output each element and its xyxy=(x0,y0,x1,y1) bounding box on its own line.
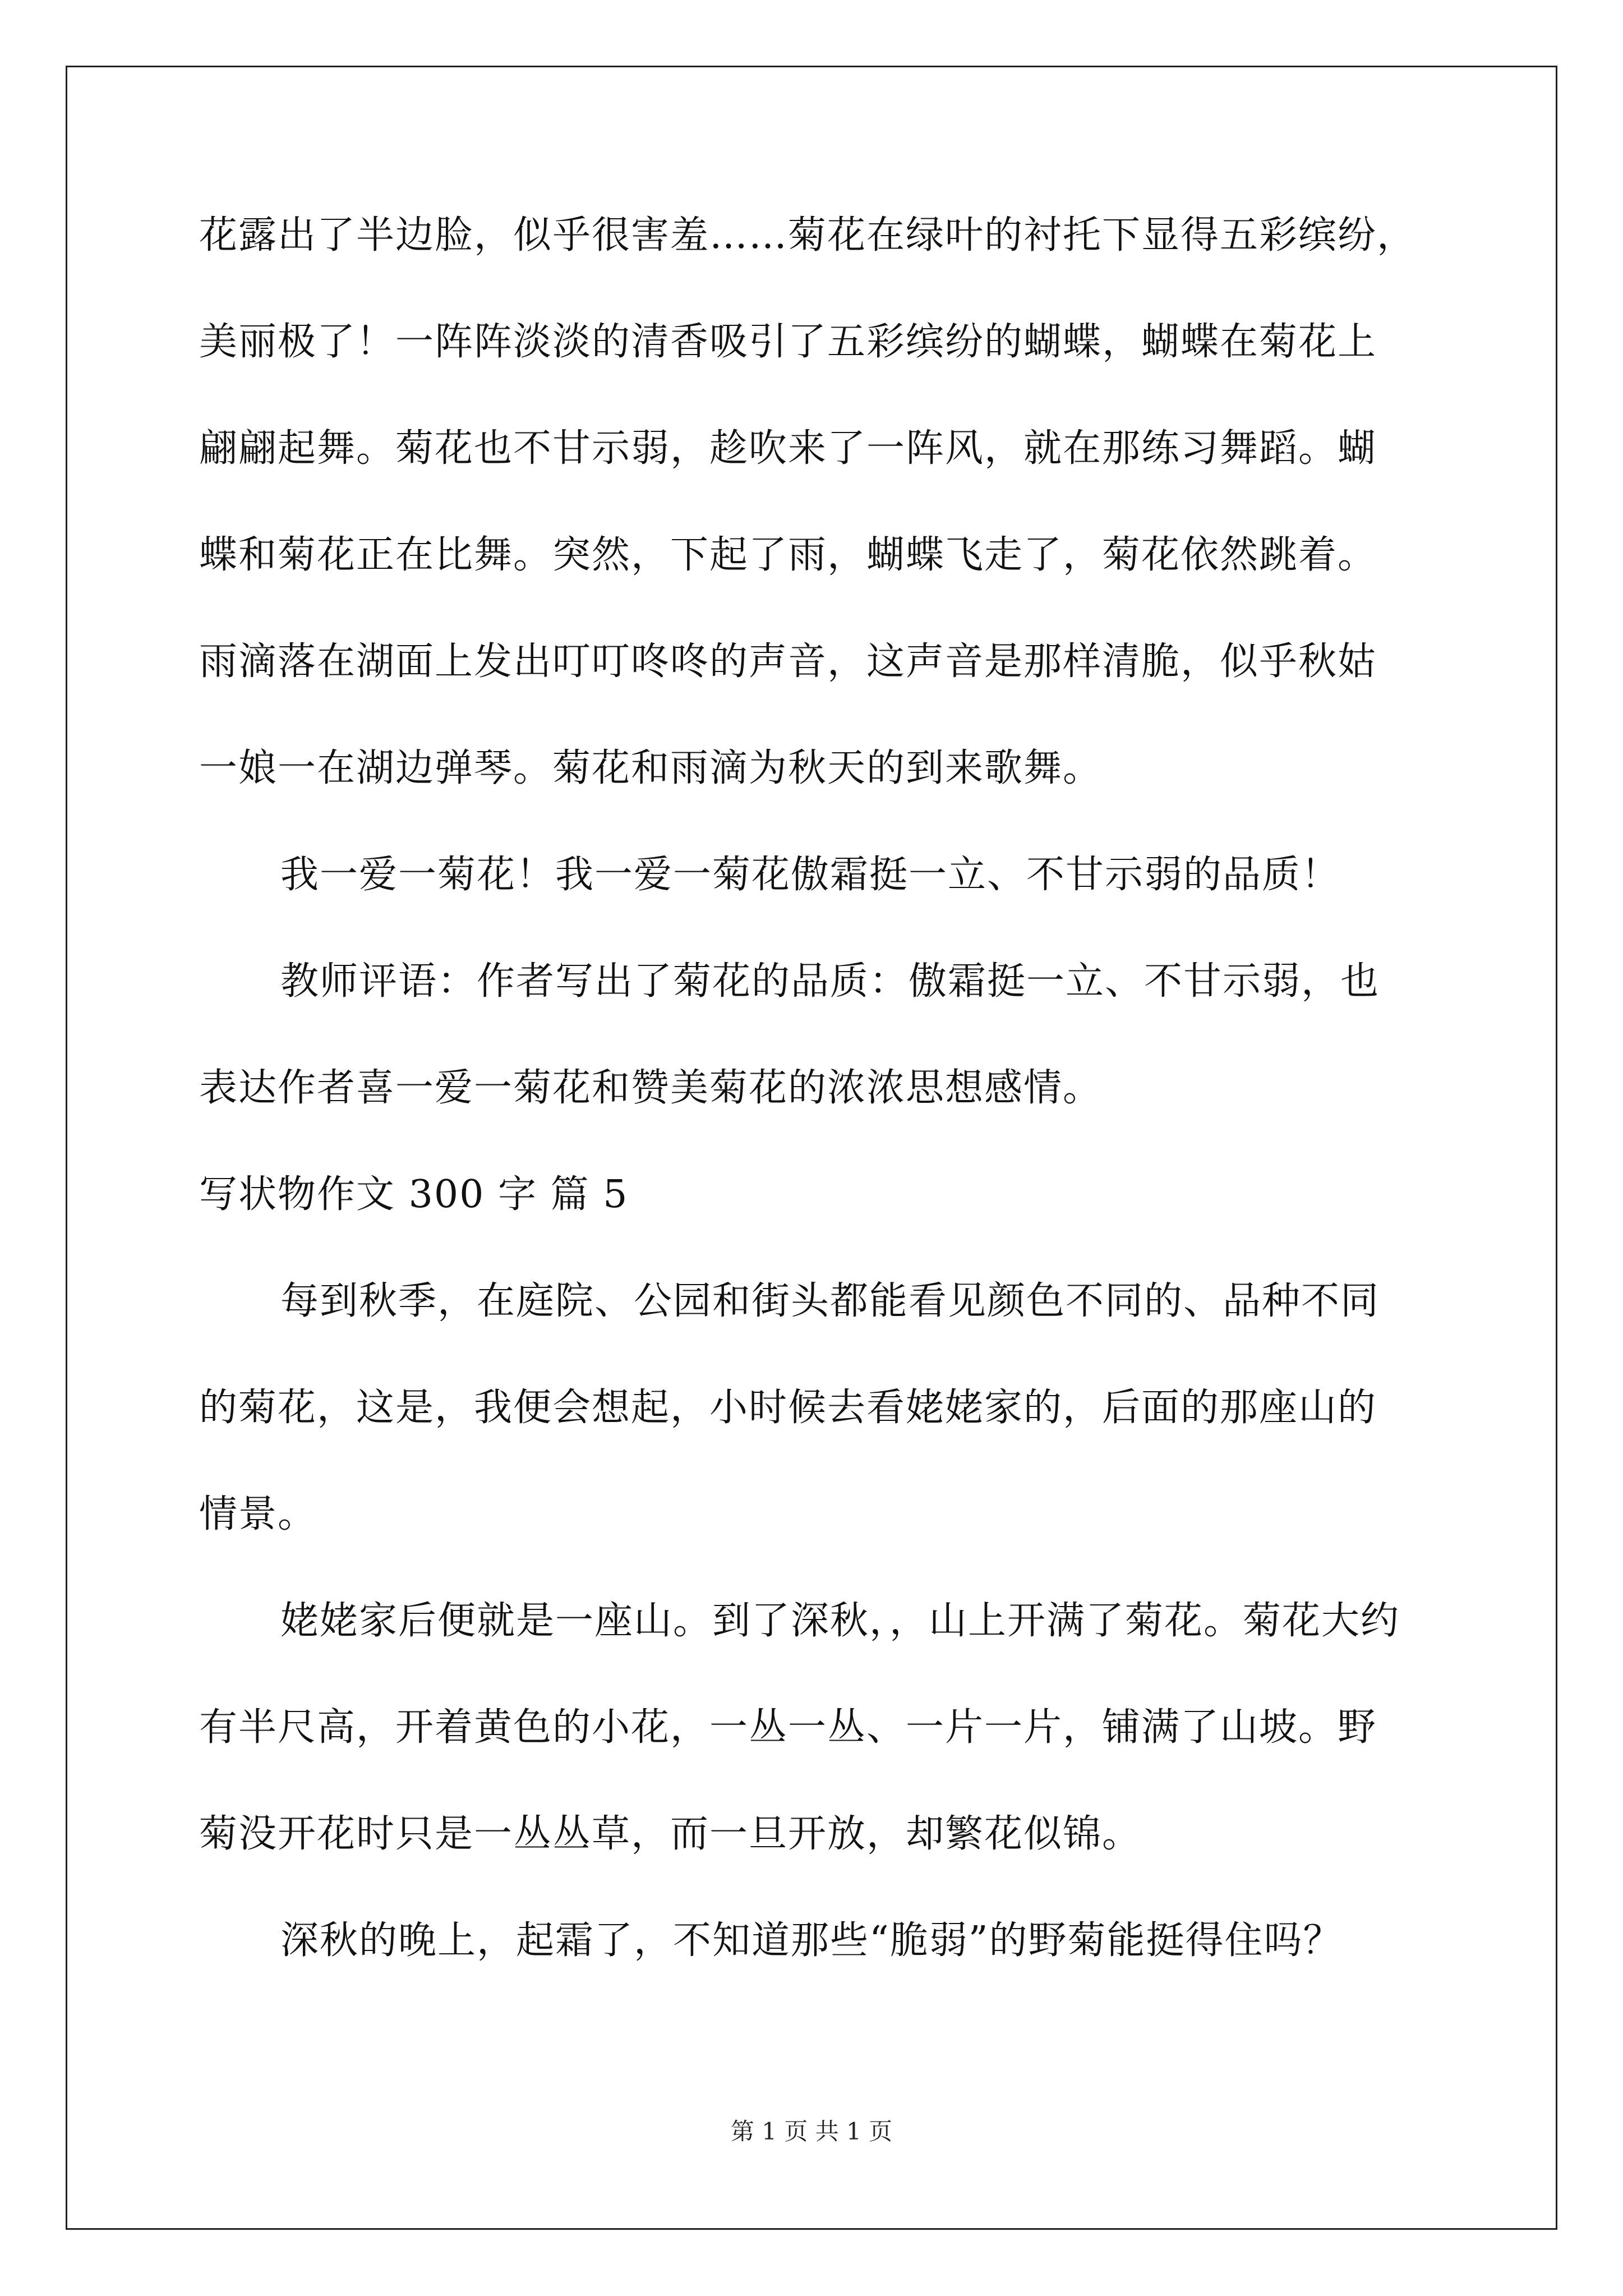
paragraph-start: 教师评语：作者写出了菊花的品质：傲霜挺一立、不甘示弱，也 xyxy=(280,959,1380,1004)
page-frame xyxy=(66,66,1557,2230)
paragraph-start: 深秋的晚上，起霜了，不知道那些“脆弱”的野菊能挺得住吗？ xyxy=(280,1918,1343,1963)
page-number-footer: 第 1 页 共 1 页 xyxy=(730,2118,893,2145)
text-line: 表达作者喜一爱一菊花和赞美菊花的浓浓思想感情。 xyxy=(199,1066,1103,1110)
paragraph-start: 我一爱一菊花！我一爱一菊花傲霜挺一立、不甘示弱的品质！ xyxy=(280,853,1341,897)
paragraph-start: 每到秋季，在庭院、公园和街头都能看见颜色不同的、品种不同 xyxy=(280,1279,1380,1323)
text-line: 花露出了半边脸，似乎很害羞……菊花在绿叶的衬托下显得五彩缤纷， xyxy=(199,213,1417,257)
text-line: 菊没开花时只是一丛丛草，而一旦开放，却繁花似锦。 xyxy=(199,1812,1142,1856)
section-heading: 写状物作文 300 字 篇 5 xyxy=(199,1172,629,1217)
text-line: 情景。 xyxy=(199,1492,317,1536)
text-line: 的菊花，这是，我便会想起，小时候去看姥姥家的，后面的那座山的 xyxy=(199,1386,1377,1430)
text-line: 一娘一在湖边弹琴。菊花和雨滴为秋天的到来歌舞。 xyxy=(199,746,1103,790)
text-line: 有半尺高，开着黄色的小花，一丛一丛、一片一片，铺满了山坡。野 xyxy=(199,1705,1377,1750)
text-line: 美丽极了！一阵阵淡淡的清香吸引了五彩缤纷的蝴蝶，蝴蝶在菊花上 xyxy=(199,320,1377,364)
text-line: 蝶和菊花正在比舞。突然，下起了雨，蝴蝶飞走了，菊花依然跳着。 xyxy=(199,533,1377,577)
text-line: 翩翩起舞。菊花也不甘示弱，趁吹来了一阵风，就在那练习舞蹈。蝴 xyxy=(199,426,1377,471)
text-line: 雨滴落在湖面上发出叮叮咚咚的声音，这声音是那样清脆，似乎秋姑 xyxy=(199,639,1377,684)
paragraph-start: 姥姥家后便就是一座山。到了深秋，，山上开满了菊花。菊花大约 xyxy=(280,1599,1400,1643)
